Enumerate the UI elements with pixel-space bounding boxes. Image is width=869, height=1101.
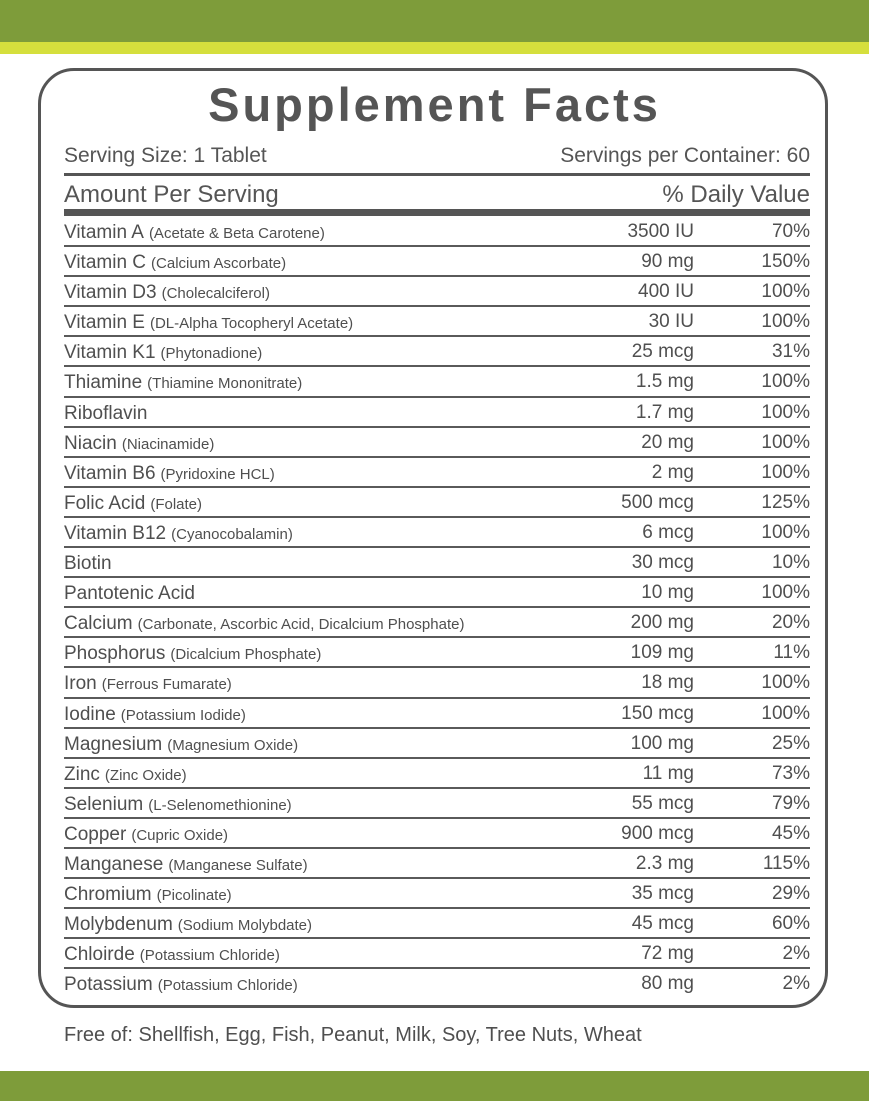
nutrient-amount: 6 mcg: [642, 521, 694, 543]
nutrient-amount: 11 mg: [642, 762, 694, 784]
nutrient-row: [64, 217, 810, 247]
nutrient-name: [64, 247, 286, 279]
nutrient-name: [64, 488, 202, 520]
nutrient-amount: 500 mcg: [621, 491, 694, 513]
nutrient-row: [64, 458, 810, 488]
nutrient-amount: 20 mg: [641, 431, 694, 453]
nutrient-daily-value: 31%: [771, 341, 810, 363]
nutrient-row: [64, 367, 810, 397]
nutrient-daily-value: 100%: [761, 521, 810, 543]
nutrient-amount: 2 mg: [651, 461, 694, 483]
nutrient-amount: 45 mcg: [631, 913, 694, 935]
nutrient-name: [64, 939, 280, 971]
nutrient-name: [64, 729, 298, 761]
nutrient-row: [64, 969, 810, 999]
nutrient-name: [64, 277, 270, 309]
nutrient-daily-value: 100%: [761, 401, 810, 423]
nutrient-main-name: Vitamin K1: [64, 342, 156, 364]
nutrient-name: [64, 458, 275, 490]
nutrient-main-name: Selenium: [64, 793, 144, 815]
page-title: Supplement Facts: [208, 78, 661, 131]
nutrient-row: [64, 337, 810, 367]
nutrient-daily-value: 29%: [771, 883, 810, 905]
nutrient-row: [64, 939, 810, 969]
nutrient-name: [64, 759, 187, 791]
nutrient-source: (Folate): [150, 495, 203, 513]
nutrient-row: [64, 819, 810, 849]
nutrient-source: (Carbonate, Ascorbic Acid, Dicalcium Phosphate): [137, 616, 465, 634]
nutrient-row: [64, 729, 810, 759]
divider-thin: [64, 173, 810, 176]
nutrient-row: [64, 488, 810, 518]
nutrient-row: [64, 759, 810, 789]
nutrient-main-name: Magnesium: [64, 733, 163, 755]
nutrient-main-name: Copper: [64, 823, 127, 845]
nutrient-name: [64, 849, 308, 881]
nutrient-name: [64, 337, 262, 369]
nutrient-source: (Magnesium Oxide): [167, 736, 299, 754]
nutrient-daily-value: 60%: [771, 913, 810, 935]
nutrient-name: [64, 428, 214, 460]
nutrient-main-name: Niacin: [64, 432, 117, 454]
nutrient-source: (Potassium Iodide): [120, 706, 246, 724]
nutrient-main-name: Calcium: [64, 613, 133, 635]
nutrient-name: [64, 638, 321, 670]
nutrient-source: (Sodium Molybdate): [177, 917, 313, 935]
nutrient-source: (Phytonadione): [160, 345, 263, 363]
nutrient-source: (Zinc Oxide): [104, 766, 187, 784]
nutrient-row: [64, 578, 810, 608]
amount-header-row: [64, 180, 810, 210]
nutrient-amount: 109 mg: [630, 642, 694, 664]
nutrient-main-name: Vitamin B6: [64, 462, 156, 484]
nutrient-daily-value: 11%: [773, 642, 810, 664]
nutrient-main-name: Manganese: [64, 853, 164, 875]
nutrient-row: [64, 668, 810, 698]
serving-info: [64, 142, 810, 170]
nutrient-main-name: Phosphorus: [64, 643, 166, 665]
nutrient-name: [64, 548, 112, 579]
nutrient-row: [64, 879, 810, 909]
nutrient-name: [64, 608, 464, 640]
nutrient-amount: 30 IU: [648, 311, 694, 333]
daily-value-label: % Daily Value: [662, 181, 810, 208]
divider-thick: [64, 209, 810, 216]
nutrient-row: [64, 398, 810, 428]
nutrient-daily-value: 2%: [782, 943, 810, 965]
nutrient-name: [64, 879, 232, 911]
nutrient-daily-value: 79%: [771, 792, 810, 814]
nutrient-row: [64, 699, 810, 729]
nutrient-name: [64, 789, 292, 821]
nutrient-daily-value: 10%: [771, 552, 810, 574]
nutrient-source: (Niacinamide): [121, 435, 215, 453]
nutrient-amount: 200 mg: [630, 612, 694, 634]
nutrient-source: (DL-Alpha Tocopheryl Acetate): [149, 315, 354, 333]
nutrient-amount: 30 mcg: [631, 552, 694, 574]
nutrient-daily-value: 100%: [761, 431, 810, 453]
nutrient-daily-value: 70%: [771, 221, 810, 242]
nutrient-amount: 80 mg: [641, 973, 694, 995]
nutrient-daily-value: 20%: [771, 612, 810, 634]
serving-size: Serving Size: 1 Tablet: [64, 144, 267, 167]
nutrient-daily-value: 100%: [761, 672, 810, 694]
nutrient-source: (Calcium Ascorbate): [151, 255, 287, 273]
nutrient-main-name: Vitamin B12: [64, 522, 167, 544]
nutrient-row: [64, 909, 810, 939]
nutrient-source: (Cupric Oxide): [131, 826, 229, 844]
nutrient-main-name: Pantotenic Acid: [64, 583, 195, 605]
nutrient-row: [64, 247, 810, 277]
nutrient-name: [64, 969, 298, 1001]
nutrient-row: [64, 638, 810, 668]
nutrient-source: (Pyridoxine HCL): [160, 465, 275, 483]
nutrient-main-name: Zinc: [64, 763, 100, 785]
nutrient-name: [64, 578, 195, 609]
nutrient-daily-value: 115%: [762, 852, 810, 874]
nutrient-source: (Potassium Chloride): [139, 947, 280, 965]
nutrient-name: [64, 699, 246, 731]
bottom-green-band: [0, 1071, 869, 1101]
nutrient-daily-value: 100%: [761, 461, 810, 483]
nutrient-amount: 72 mg: [641, 943, 694, 965]
nutrient-main-name: Vitamin C: [64, 252, 147, 274]
nutrient-main-name: Vitamin E: [64, 312, 145, 334]
nutrient-amount: 900 mcg: [621, 822, 694, 844]
nutrient-daily-value: 2%: [782, 973, 810, 995]
nutrient-main-name: Molybdenum: [64, 914, 173, 936]
nutrient-amount: 100 mg: [630, 732, 694, 754]
nutrient-amount: 1.7 mg: [635, 401, 694, 423]
nutrient-amount: 400 IU: [638, 281, 694, 303]
nutrient-amount: 55 mcg: [631, 792, 694, 814]
nutrient-amount: 35 mcg: [631, 883, 694, 905]
nutrient-daily-value: 25%: [771, 732, 810, 754]
nutrient-daily-value: 100%: [761, 582, 810, 604]
nutrient-main-name: Vitamin A: [64, 222, 144, 243]
nutrient-row: [64, 428, 810, 458]
nutrient-daily-value: 45%: [771, 822, 810, 844]
nutrient-source: (Potassium Chloride): [157, 977, 298, 995]
nutrient-source: (Ferrous Fumarate): [101, 676, 232, 694]
nutrient-row: [64, 789, 810, 819]
nutrient-amount: 90 mg: [641, 251, 694, 273]
nutrient-name: [64, 668, 232, 700]
nutrient-name: [64, 307, 353, 339]
nutrient-name: [64, 819, 228, 851]
nutrient-amount: 25 mcg: [631, 341, 694, 363]
nutrient-main-name: Iron: [64, 673, 97, 695]
nutrient-row: [64, 608, 810, 638]
amount-per-serving-label: Amount Per Serving: [64, 181, 279, 208]
nutrient-source: (Manganese Sulfate): [168, 856, 308, 874]
nutrient-main-name: Iodine: [64, 703, 116, 725]
nutrient-amount: 1.5 mg: [635, 371, 694, 393]
nutrient-source: (Thiamine Mononitrate): [147, 375, 303, 393]
nutrient-main-name: Vitamin D3: [64, 282, 157, 304]
nutrient-daily-value: 100%: [761, 281, 810, 303]
nutrient-amount: 150 mcg: [621, 702, 694, 724]
nutrient-source: (Acetate & Beta Carotene): [148, 225, 325, 242]
nutrient-row: [64, 277, 810, 307]
nutrient-main-name: Potassium: [64, 974, 153, 996]
allergen-free-statement: Free of: Shellfish, Egg, Fish, Peanut, Milk, Soy, Tree Nuts, Wheat: [64, 1024, 642, 1046]
nutrient-amount: 2.3 mg: [635, 852, 694, 874]
nutrient-source: (Dicalcium Phosphate): [170, 646, 322, 664]
nutrient-source: (Cyanocobalamin): [171, 525, 293, 543]
nutrient-daily-value: 100%: [761, 371, 810, 393]
nutrient-main-name: Chromium: [64, 884, 152, 906]
nutrient-name: [64, 217, 325, 249]
nutrient-row: [64, 548, 810, 578]
nutrient-source: (L-Selenomethionine): [148, 796, 292, 814]
nutrient-daily-value: 150%: [761, 251, 810, 273]
nutrient-amount: 10 mg: [641, 582, 694, 604]
nutrient-row: [64, 307, 810, 337]
nutrient-row: [64, 518, 810, 548]
nutrient-row: [64, 849, 810, 879]
nutrient-daily-value: 73%: [771, 762, 810, 784]
nutrient-name: [64, 518, 293, 550]
nutrient-main-name: Chloirde: [64, 944, 135, 966]
nutrient-amount: 18 mg: [641, 672, 694, 694]
nutrient-source: (Picolinate): [156, 887, 232, 905]
top-green-band: [0, 0, 869, 42]
nutrient-table: [64, 217, 810, 999]
nutrient-name: [64, 909, 312, 941]
nutrient-daily-value: 125%: [761, 491, 810, 513]
nutrient-daily-value: 100%: [761, 702, 810, 724]
nutrient-main-name: Thiamine: [64, 372, 143, 394]
nutrient-main-name: Riboflavin: [64, 402, 148, 424]
servings-per-container: Servings per Container: 60: [560, 144, 810, 167]
nutrient-name: [64, 367, 302, 399]
nutrient-name: [64, 398, 147, 429]
nutrient-amount: 3500 IU: [627, 221, 694, 242]
nutrient-source: (Cholecalciferol): [161, 285, 270, 303]
nutrient-main-name: Biotin: [64, 553, 112, 575]
top-lime-stripe: [0, 42, 869, 54]
nutrient-daily-value: 100%: [761, 311, 810, 333]
nutrient-main-name: Folic Acid: [64, 492, 146, 514]
